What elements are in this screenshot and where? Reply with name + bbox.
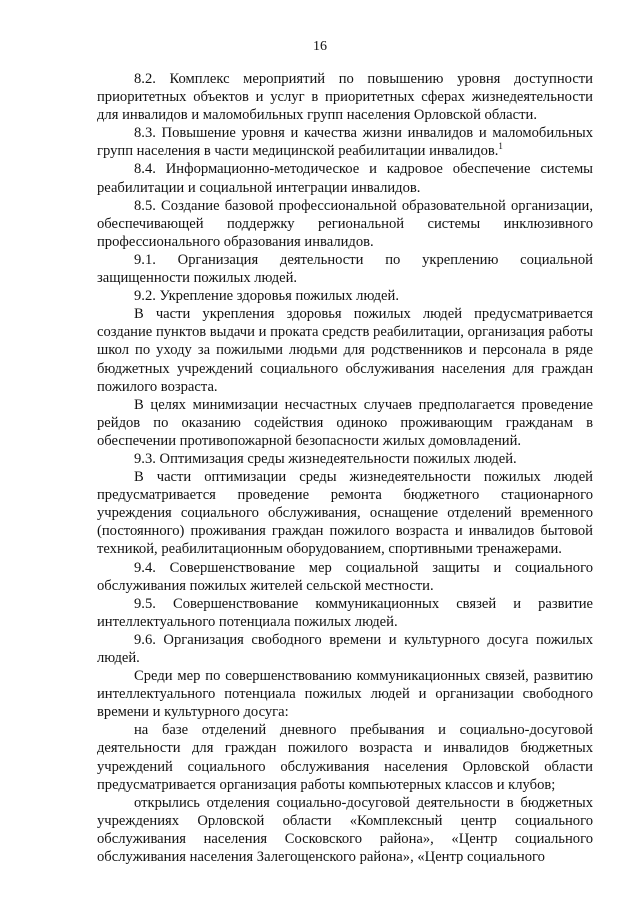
paragraph-text: В части оптимизации среды жизнедеятельности пожилых людей предусматривается проведение ремонта бюджетного стационарного учреждения социального обслуживания, оснащение отделений временного (постоянного) проживания граждан пожилого возраста и инвалидов бытовой техникой, реабилитационным оборудованием, спортивными тренажерами.: [97, 469, 593, 558]
paragraph-leisure-intro: [97, 667, 593, 721]
paragraph-9-4: [97, 559, 593, 595]
paragraph-new-departments: [97, 794, 593, 866]
paragraph-text: 9.6. Организация свободного времени и культурного досуга пожилых людей.: [97, 631, 593, 666]
paragraph-text: В части укрепления здоровья пожилых людей предусматривается создание пунктов выдачи и проката средств реабилитации, организация работы школ по уходу за пожилыми людьми для родственников и персонала в ряде бюджетных учреждений социального обслуживания населения для граждан пожилого возраста.: [97, 306, 593, 395]
paragraph-9-5: [97, 595, 593, 631]
footnote-marker: 1: [498, 141, 503, 152]
paragraph-text: 8.5. Создание базовой профессиональной образовательной организации, обеспечивающей поддержку региональной системы инклюзивного профессионального образования инвалидов.: [97, 197, 593, 250]
paragraph-text: 8.4. Информационно-методическое и кадровое обеспечение системы реабилитации и социальной интеграции инвалидов.: [97, 161, 593, 196]
paragraph-text: 9.2. Укрепление здоровья пожилых людей.: [134, 288, 399, 305]
paragraph-text: 9.3. Оптимизация среды жизнедеятельности пожилых людей.: [134, 450, 517, 467]
paragraph-health-measures: [97, 305, 593, 395]
paragraph-text: на базе отделений дневного пребывания и социально-досуговой деятельности для граждан пожилого возраста и инвалидов бюджетных учреждений социального обслуживания населения Орловской области предусматривается организация работы компьютерных классов и клубов;: [97, 722, 593, 793]
paragraph-accident-prevention: [97, 396, 593, 450]
document-body: [97, 70, 593, 866]
paragraph-8-5: [97, 197, 593, 251]
paragraph-9-2: [97, 287, 593, 305]
paragraph-9-6: [97, 631, 593, 667]
paragraph-text: 9.5. Совершенствование коммуникационных связей и развитие интеллектуального потенциала пожилых людей.: [97, 595, 593, 630]
paragraph-8-4: [97, 160, 593, 196]
paragraph-text: открылись отделения социально-досуговой деятельности в бюджетных учреждениях Орловской области «Комплексный центр социального обслуживания населения Сосковского района», «Центр социального обслуживания населения Залегощенского района», «Центр социального: [97, 794, 593, 866]
paragraph-8-2: [97, 70, 593, 124]
paragraph-computer-classes: [97, 721, 593, 793]
paragraph-text: Среди мер по совершенствованию коммуникационных связей, развитию интеллектуального потенциала пожилых людей и организации свободного времени и культурного досуга:: [97, 668, 593, 721]
paragraph-text: 8.2. Комплекс мероприятий по повышению уровня доступности приоритетных объектов и услуг в приоритетных сферах жизнедеятельности для инвалидов и маломобильных групп населения Орловской области.: [97, 71, 593, 124]
paragraph-text: В целях минимизации несчастных случаев предполагается проведение рейдов по оказанию содействия одиноко проживающим гражданам в обеспечении противопожарной безопасности жилых домовладений.: [97, 396, 593, 449]
paragraph-9-3: [97, 450, 593, 468]
paragraph-8-3: [97, 124, 593, 160]
paragraph-text: 9.1. Организация деятельности по укреплению социальной защищенности пожилых людей.: [97, 251, 593, 287]
paragraph-environment-measures: [97, 468, 593, 558]
page-number: 16: [313, 39, 327, 54]
paragraph-text: 8.3. Повышение уровня и качества жизни инвалидов и маломобильных групп населения в части медицинской реабилитации инвалидов.: [97, 125, 593, 160]
paragraph-text: 9.4. Совершенствование мер социальной защиты и социального обслуживания пожилых жителей сельской местности.: [97, 559, 593, 594]
paragraph-9-1: [97, 251, 593, 287]
